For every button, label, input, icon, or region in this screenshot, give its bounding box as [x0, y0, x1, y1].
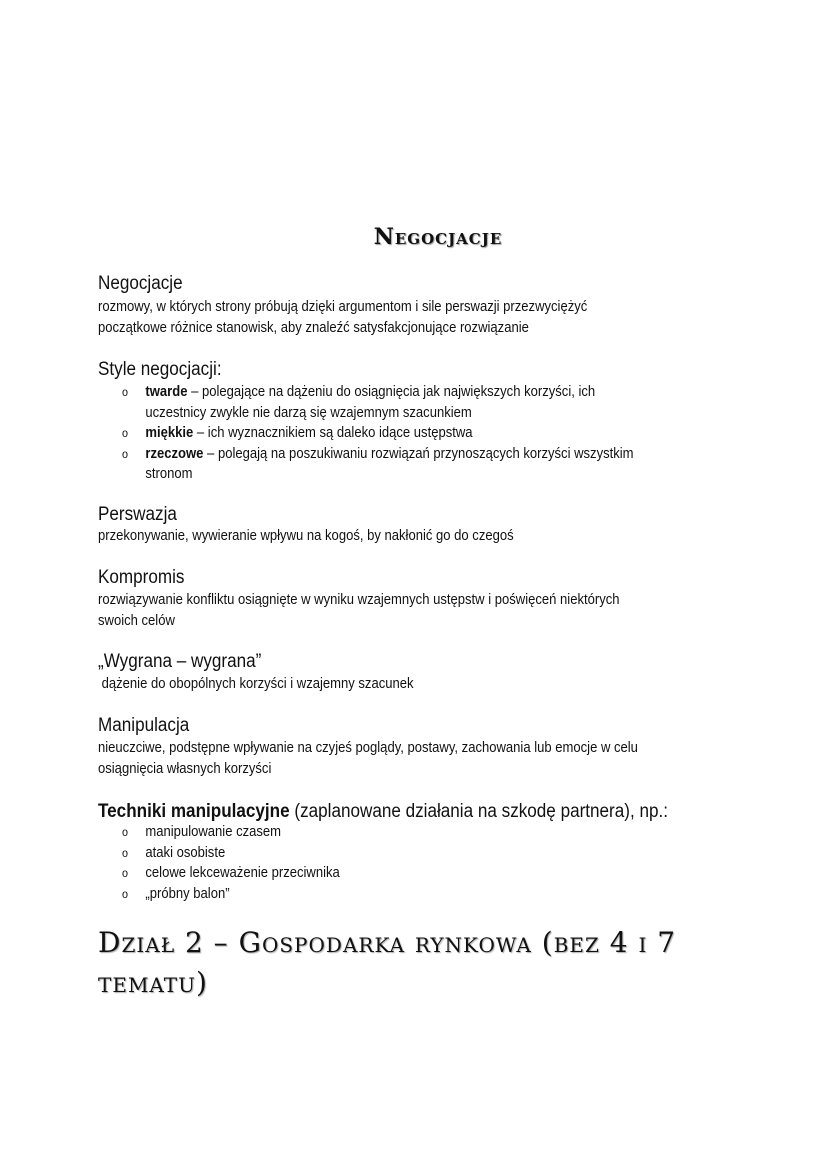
text-line: początkowe różnice stanowisk, aby znaleźć satysfakcjonujące rozwiązanie	[98, 320, 529, 336]
bullet-icon: o	[122, 845, 129, 860]
definition-manipulacja: nieuczciwe, podstępne wpływanie na czyjeś poglądy, postawy, zachowania lub emocje w celu osiągnięcia własnych korzyści	[98, 740, 638, 777]
bullet-icon: o	[122, 886, 129, 901]
heading-techniki: Techniki manipulacyjne (zaplanowane działania na szkodę partnera), np.:	[98, 801, 668, 822]
heading-perswazja: Perswazja	[98, 504, 177, 525]
definition-kompromis: rozwiązywanie konfliktu osiągnięte w wyniku wzajemnych ustępstw i poświęceń niektórych swoich celów	[98, 592, 620, 629]
list-item: o celowe lekceważenie przeciwnika	[122, 863, 340, 884]
heading-manipulacja: Manipulacja	[98, 715, 190, 736]
list-item: o „próbny balon”	[122, 884, 340, 905]
bullet-icon: o	[122, 385, 129, 399]
heading-wygrana: „Wygrana – wygrana”	[98, 651, 262, 672]
definition-negocjacje	[98, 297, 587, 339]
bullet-icon: o	[122, 825, 129, 839]
definition-perswazja: przekonywanie, wywieranie wpływu na kogoś, by nakłonić go do czegoś	[98, 528, 514, 544]
bullet-icon: o	[122, 426, 129, 440]
text-line: rozmowy, w których strony próbują dzięki argumentom i sile perswazji przezwyciężyć	[98, 299, 588, 315]
page-title: Negocjacje	[373, 224, 503, 250]
list-styles	[122, 382, 634, 485]
list-item: o rzeczowe – polegają na poszukiwaniu rozwiązań przynoszących korzyści wszystkim stronom	[122, 445, 634, 482]
bullet-icon: o	[122, 866, 129, 880]
heading-style: Style negocjacji:	[98, 359, 222, 380]
heading-kompromis: Kompromis	[98, 567, 185, 588]
bullet-icon: o	[122, 446, 129, 461]
list-techniki	[122, 822, 340, 904]
list-item: o miękkie – ich wyznacznikiem są daleko idące ustępstwa	[122, 423, 634, 444]
heading-negocjacje: Negocjacje	[98, 273, 183, 294]
list-item: o manipulowanie czasem	[122, 822, 340, 843]
list-item: o twarde – polegające na dążeniu do osiągnięcia jak największych korzyści, ich uczestnicy zwykle nie darzą się wzajemnym szacunkiem	[122, 384, 596, 421]
list-item: o ataki osobiste	[122, 843, 340, 864]
chapter-heading: Dział 2 – Gospodarka rynkowa (bez 4 i 7 tematu)	[98, 926, 677, 999]
definition-wygrana: dążenie do obopólnych korzyści i wzajemny szacunek	[98, 676, 414, 692]
